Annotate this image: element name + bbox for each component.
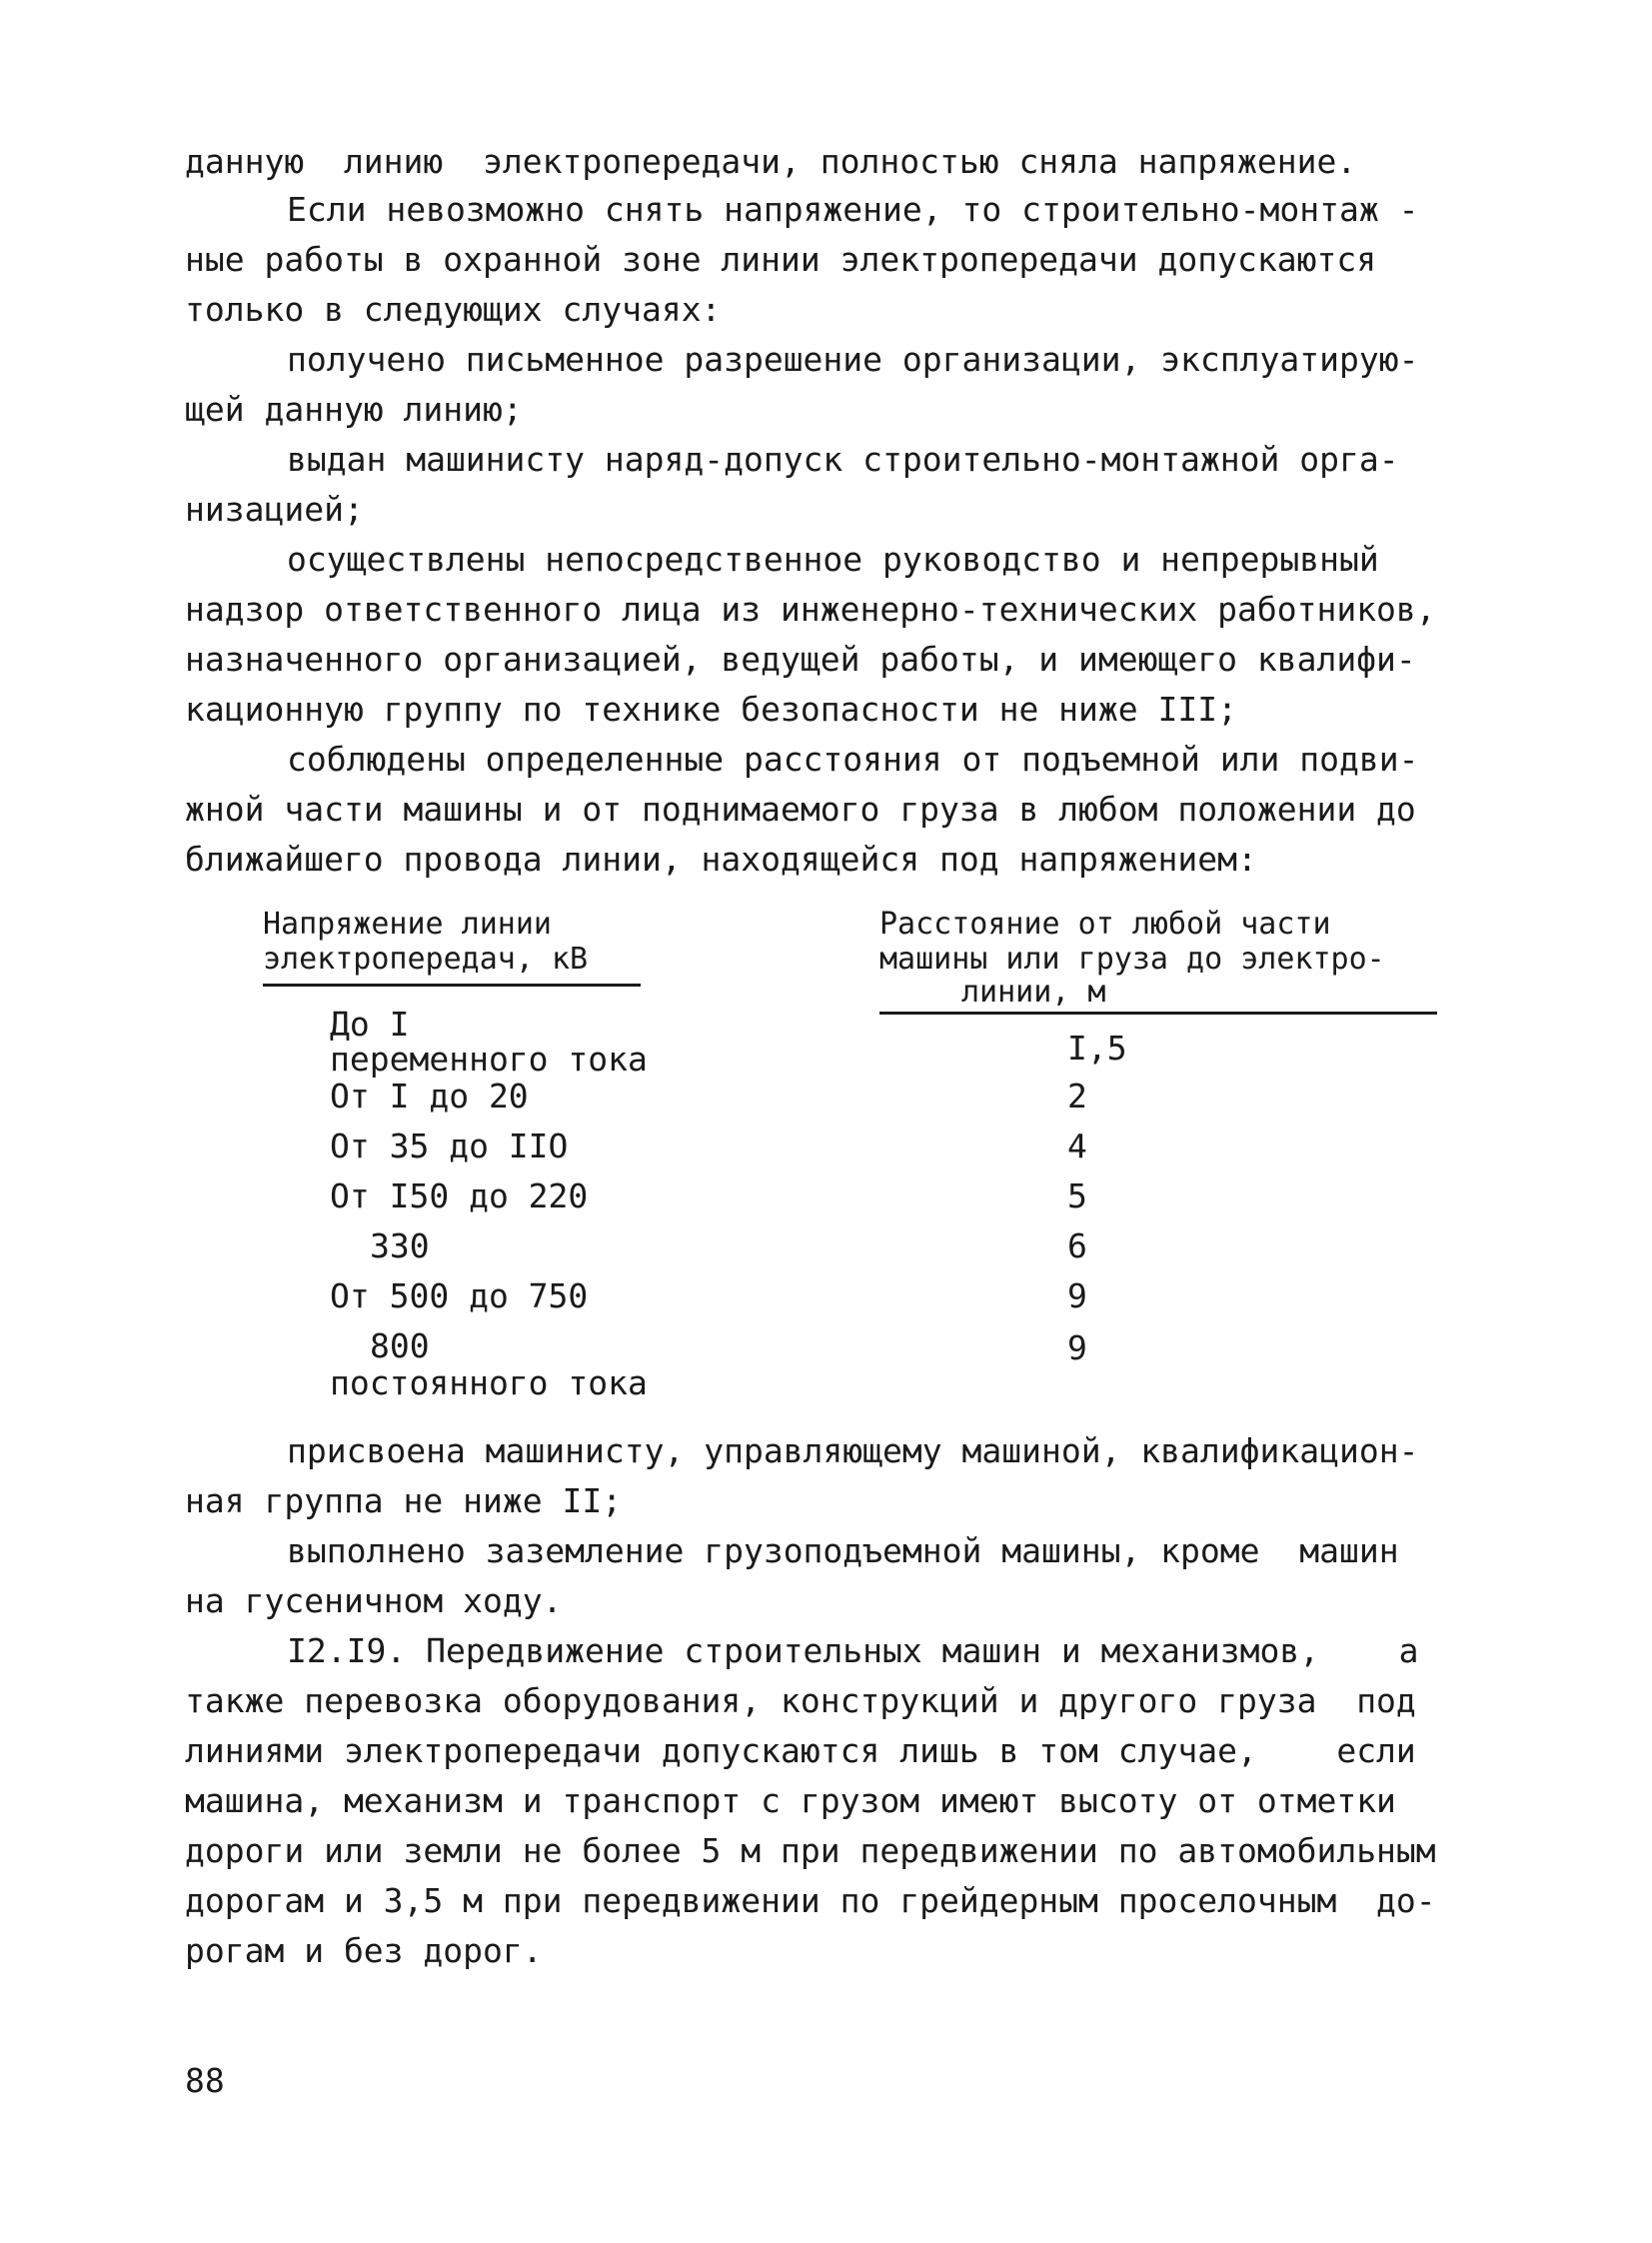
text-line: соблюдены определенные расстояния от подъемной или подви-: [287, 740, 1419, 779]
table-header-rule-left: [263, 984, 641, 987]
table-cell-voltage: переменного тока: [330, 1040, 648, 1079]
text-line: ные работы в охранной зоне линии электропередачи допускаются: [185, 240, 1377, 279]
table-cell-distance: 9: [1067, 1328, 1087, 1367]
table-cell-voltage: 800: [370, 1326, 430, 1365]
table-cell-voltage: От 35 до IIO: [330, 1126, 569, 1165]
table-cell-voltage: От 500 до 750: [330, 1276, 589, 1315]
table-header-rule-right: [879, 1012, 1437, 1015]
text-line: дорогам и 3,5 м при передвижении по грейдерным проселочным до-: [185, 1881, 1436, 1920]
text-line: машина, механизм и транспорт с грузом имеют высоту от отметки: [185, 1781, 1396, 1820]
table-cell-voltage: 330: [370, 1226, 430, 1265]
text-line: присвоена машинисту, управляющему машиной, квалификацион-: [287, 1431, 1419, 1470]
table-header-voltage: электропередач, кВ: [263, 942, 589, 977]
table-cell-distance: 6: [1067, 1226, 1087, 1265]
table-cell-distance: 2: [1067, 1077, 1087, 1116]
text-line: выдан машинисту наряд-допуск строительно-монтажной орга-: [287, 440, 1399, 479]
text-line: осуществлены непосредственное руководство и непрерывный: [287, 540, 1379, 579]
text-line: данную линию электропередачи, полностью сняла напряжение.: [185, 142, 1357, 181]
text-line: только в следующих случаях:: [185, 290, 722, 329]
table-cell-voltage: От I50 до 220: [330, 1176, 589, 1215]
table-cell-voltage: От I до 20: [330, 1077, 529, 1116]
text-line: ближайшего провода линии, находящейся под напряжением:: [185, 840, 1257, 879]
text-line: дороги или земли не более 5 м при передвижении по автомобильным: [185, 1831, 1436, 1870]
text-line: жной части машины и от поднимаемого груза в любом положении до: [185, 790, 1416, 829]
text-line: Если невозможно снять напряжение, то строительно-монтаж -: [287, 190, 1419, 229]
text-line: получено письменное разрешение организации, эксплуатирую-: [287, 340, 1419, 379]
text-line: щей данную линию;: [185, 390, 523, 429]
table-cell-distance: 5: [1067, 1176, 1087, 1215]
table-cell-voltage: постоянного тока: [330, 1363, 648, 1402]
table-header-distance: Расстояние от любой части: [879, 907, 1331, 942]
text-line: рогам и без дорог.: [185, 1931, 543, 1970]
text-line: линиями электропередачи допускаются лишь в том случае, если: [185, 1731, 1416, 1770]
text-line: надзор ответственного лица из инженерно-технических работников,: [185, 590, 1436, 629]
text-line: кационную группу по технике безопасности не ниже III;: [185, 690, 1237, 729]
table-cell-distance: 4: [1067, 1126, 1087, 1165]
text-line: выполнено заземление грузоподъемной машины, кроме машин: [287, 1531, 1399, 1570]
text-line: низацией;: [185, 490, 364, 529]
text-line: ная группа не ниже II;: [185, 1481, 623, 1520]
table-cell-distance: I,5: [1067, 1029, 1127, 1068]
page-number: 88: [185, 2061, 225, 2100]
table-cell-distance: 9: [1067, 1276, 1087, 1315]
text-line: назначенного организацией, ведущей работы, и имеющего квалифи-: [185, 640, 1416, 679]
table-header-distance: машины или груза до электро-: [879, 942, 1385, 977]
text-line: I2.I9. Передвижение строительных машин и механизмов, а: [287, 1631, 1419, 1670]
table-header-distance: линии, м: [961, 975, 1106, 1010]
table-cell-voltage: До I: [330, 1005, 410, 1044]
table-header-voltage: Напряжение линии: [263, 907, 552, 942]
text-line: на гусеничном ходу.: [185, 1581, 563, 1620]
text-line: также перевозка оборудования, конструкций и другого груза под: [185, 1681, 1416, 1720]
